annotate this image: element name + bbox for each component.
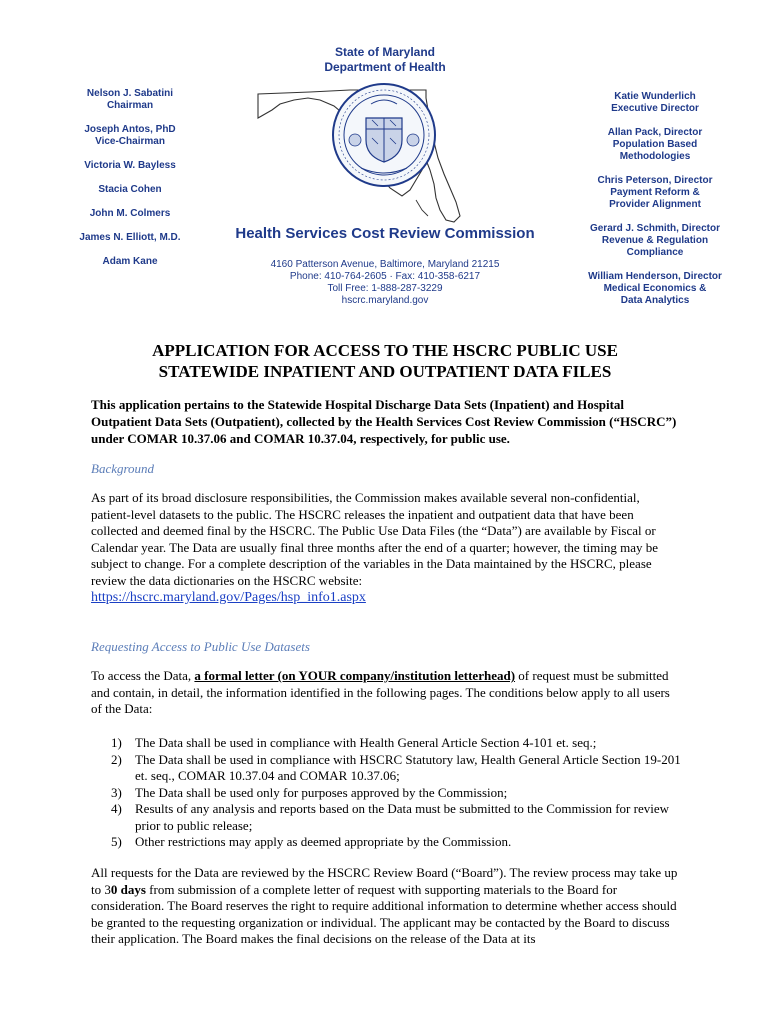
list-text: The Data shall be used only for purposes approved by the Commission; <box>135 784 508 800</box>
map-coast-line <box>416 200 428 216</box>
list-number: 5) <box>111 834 122 849</box>
commissioner-title: Vice-Chairman <box>95 136 165 147</box>
list-text: Other restrictions may apply as deemed appropriate by the Commission. <box>135 834 512 849</box>
staff-title: Data Analytics <box>620 295 690 306</box>
list-item <box>91 834 681 851</box>
data-dictionary-link[interactable]: https://hscrc.maryland.gov/Pages/hsp_info1.aspx <box>91 590 366 605</box>
review-text: from submission of a complete letter of request with supporting materials to the Board for consideration. The Board reserves the right to require additional information to determine whether access should be granted to the requesting organization or individual. The applicant may be contacted by the Board to discuss their application. The Board makes the final decisions on the release of the Data at its <box>91 881 677 946</box>
list-item <box>91 735 681 752</box>
staff-title: Revenue & Regulation <box>601 235 709 246</box>
commissioners-list <box>60 88 200 280</box>
staff-title: Medical Economics & <box>603 283 707 294</box>
list-text: The Data shall be used in compliance with HSCRC Statutory law, Health General Article Section 19-201 et. seq., COMAR 10.37.04 and COMAR 10.37.06; <box>135 751 681 783</box>
commissioner-entry <box>60 184 200 196</box>
background-text: As part of its broad disclosure responsibilities, the Commission makes available several non-confidential, patient-level datasets to the public. The HSCRC releases the inpatient and outpatient data that have been collected and deemed final by the HSCRC. The Public Use Data Files (the “Data”) are available by Fiscal or Calendar year. The Data are usually final three months after the end of a quarter; however, the timing may be subject to change. For a complete description of the variables in the Data maintained by the HSCRC, please review the data dictionaries on the HSCRC website: <box>91 490 659 588</box>
staff-title: Methodologies <box>619 151 691 162</box>
requesting-paragraph <box>91 668 681 718</box>
list-number: 1) <box>111 735 122 750</box>
letterhead-requirement: a formal letter (on YOUR company/institution letterhead) <box>194 668 516 683</box>
department-name: Department of Health <box>324 60 446 74</box>
title-line: APPLICATION FOR ACCESS TO THE HSCRC PUBLIC USE <box>152 341 618 360</box>
requesting-text: To access the Data, <box>91 668 195 683</box>
commission-phone-fax: Phone: 410-764-2605 · Fax: 410-358-6217 <box>289 271 481 282</box>
staff-list <box>580 91 730 319</box>
commissioner-name: Joseph Antos, PhD <box>84 124 176 135</box>
staff-title: Executive Director <box>611 103 699 114</box>
requesting-heading: Requesting Access to Public Use Datasets <box>91 639 310 654</box>
commissioner-name: James N. Elliott, M.D. <box>79 232 181 243</box>
staff-title: Population Based <box>612 139 698 150</box>
document-title <box>0 340 770 382</box>
commission-name: Health Services Cost Review Commission <box>235 225 535 242</box>
commissioner-entry <box>60 88 200 112</box>
staff-name: William Henderson, Director <box>588 271 722 282</box>
commissioner-entry <box>60 124 200 148</box>
staff-title: Provider Alignment <box>609 199 701 210</box>
list-item <box>91 801 681 834</box>
background-heading: Background <box>91 461 155 476</box>
commissioner-name: Adam Kane <box>102 256 158 267</box>
review-paragraph <box>91 865 681 948</box>
commissioner-name: Stacia Cohen <box>98 184 162 195</box>
commissioner-entry <box>60 232 200 244</box>
maryland-seal-icon <box>331 82 437 188</box>
list-text: The Data shall be used in compliance with Health General Article Section 4-101 et. seq.; <box>135 735 597 750</box>
commission-website[interactable]: hscrc.maryland.gov <box>341 295 429 306</box>
list-number: 2) <box>111 751 122 767</box>
list-item <box>91 752 681 785</box>
staff-title: Compliance <box>626 247 684 258</box>
commissioner-name: John M. Colmers <box>89 208 171 219</box>
list-number: 3) <box>111 784 122 800</box>
background-paragraph <box>91 490 681 607</box>
staff-entry <box>580 223 730 259</box>
staff-entry <box>580 271 730 307</box>
list-item <box>91 785 681 802</box>
staff-entry <box>580 91 730 115</box>
staff-name: Allan Pack, Director <box>607 127 703 138</box>
commissioner-entry <box>60 208 200 220</box>
commissioner-entry <box>60 160 200 172</box>
commissioner-name: Nelson J. Sabatini <box>86 88 174 99</box>
commissioner-name: Victoria W. Bayless <box>84 160 176 171</box>
intro-paragraph: This application pertains to the Statewide Hospital Discharge Data Sets (Inpatient) and Hospital Outpatient Data Sets (Outpatient), collected by the Health Services Cost Review Commission (“HSCRC”) under COMAR 10.37.06 and COMAR 10.37.04, respectively, for public use. <box>91 397 677 446</box>
commission-address: 4160 Patterson Avenue, Baltimore, Maryland 21215 <box>270 259 500 270</box>
staff-title: Payment Reform & <box>610 187 700 198</box>
list-number: 4) <box>111 801 122 816</box>
staff-name: Chris Peterson, Director <box>597 175 713 186</box>
staff-entry <box>580 127 730 163</box>
staff-entry <box>580 175 730 211</box>
review-text: All requests for the Data are reviewed by the HSCRC Review Board (“Board”). The review process may take up to 3 <box>91 865 678 897</box>
staff-name: Katie Wunderlich <box>614 91 696 102</box>
requesting-text: of request must be submitted and contain, in detail, the information identified in the following pages. The conditions below apply to all users of the Data: <box>91 668 670 716</box>
list-text: Results of any analysis and reports based on the Data must be submitted to the Commission for review prior to public release; <box>135 801 669 833</box>
state-name: State of Maryland <box>334 45 436 59</box>
commissioner-entry <box>60 256 200 268</box>
commissioner-title: Chairman <box>106 100 154 111</box>
conditions-list <box>91 735 681 851</box>
commission-toll-free: Toll Free: 1-888-287-3229 <box>327 283 443 294</box>
title-line: STATEWIDE INPATIENT AND OUTPATIENT DATA FILES <box>158 362 612 381</box>
staff-name: Gerard J. Schmith, Director <box>589 223 721 234</box>
review-days: 0 days <box>110 881 146 897</box>
commission-contact <box>230 242 540 307</box>
